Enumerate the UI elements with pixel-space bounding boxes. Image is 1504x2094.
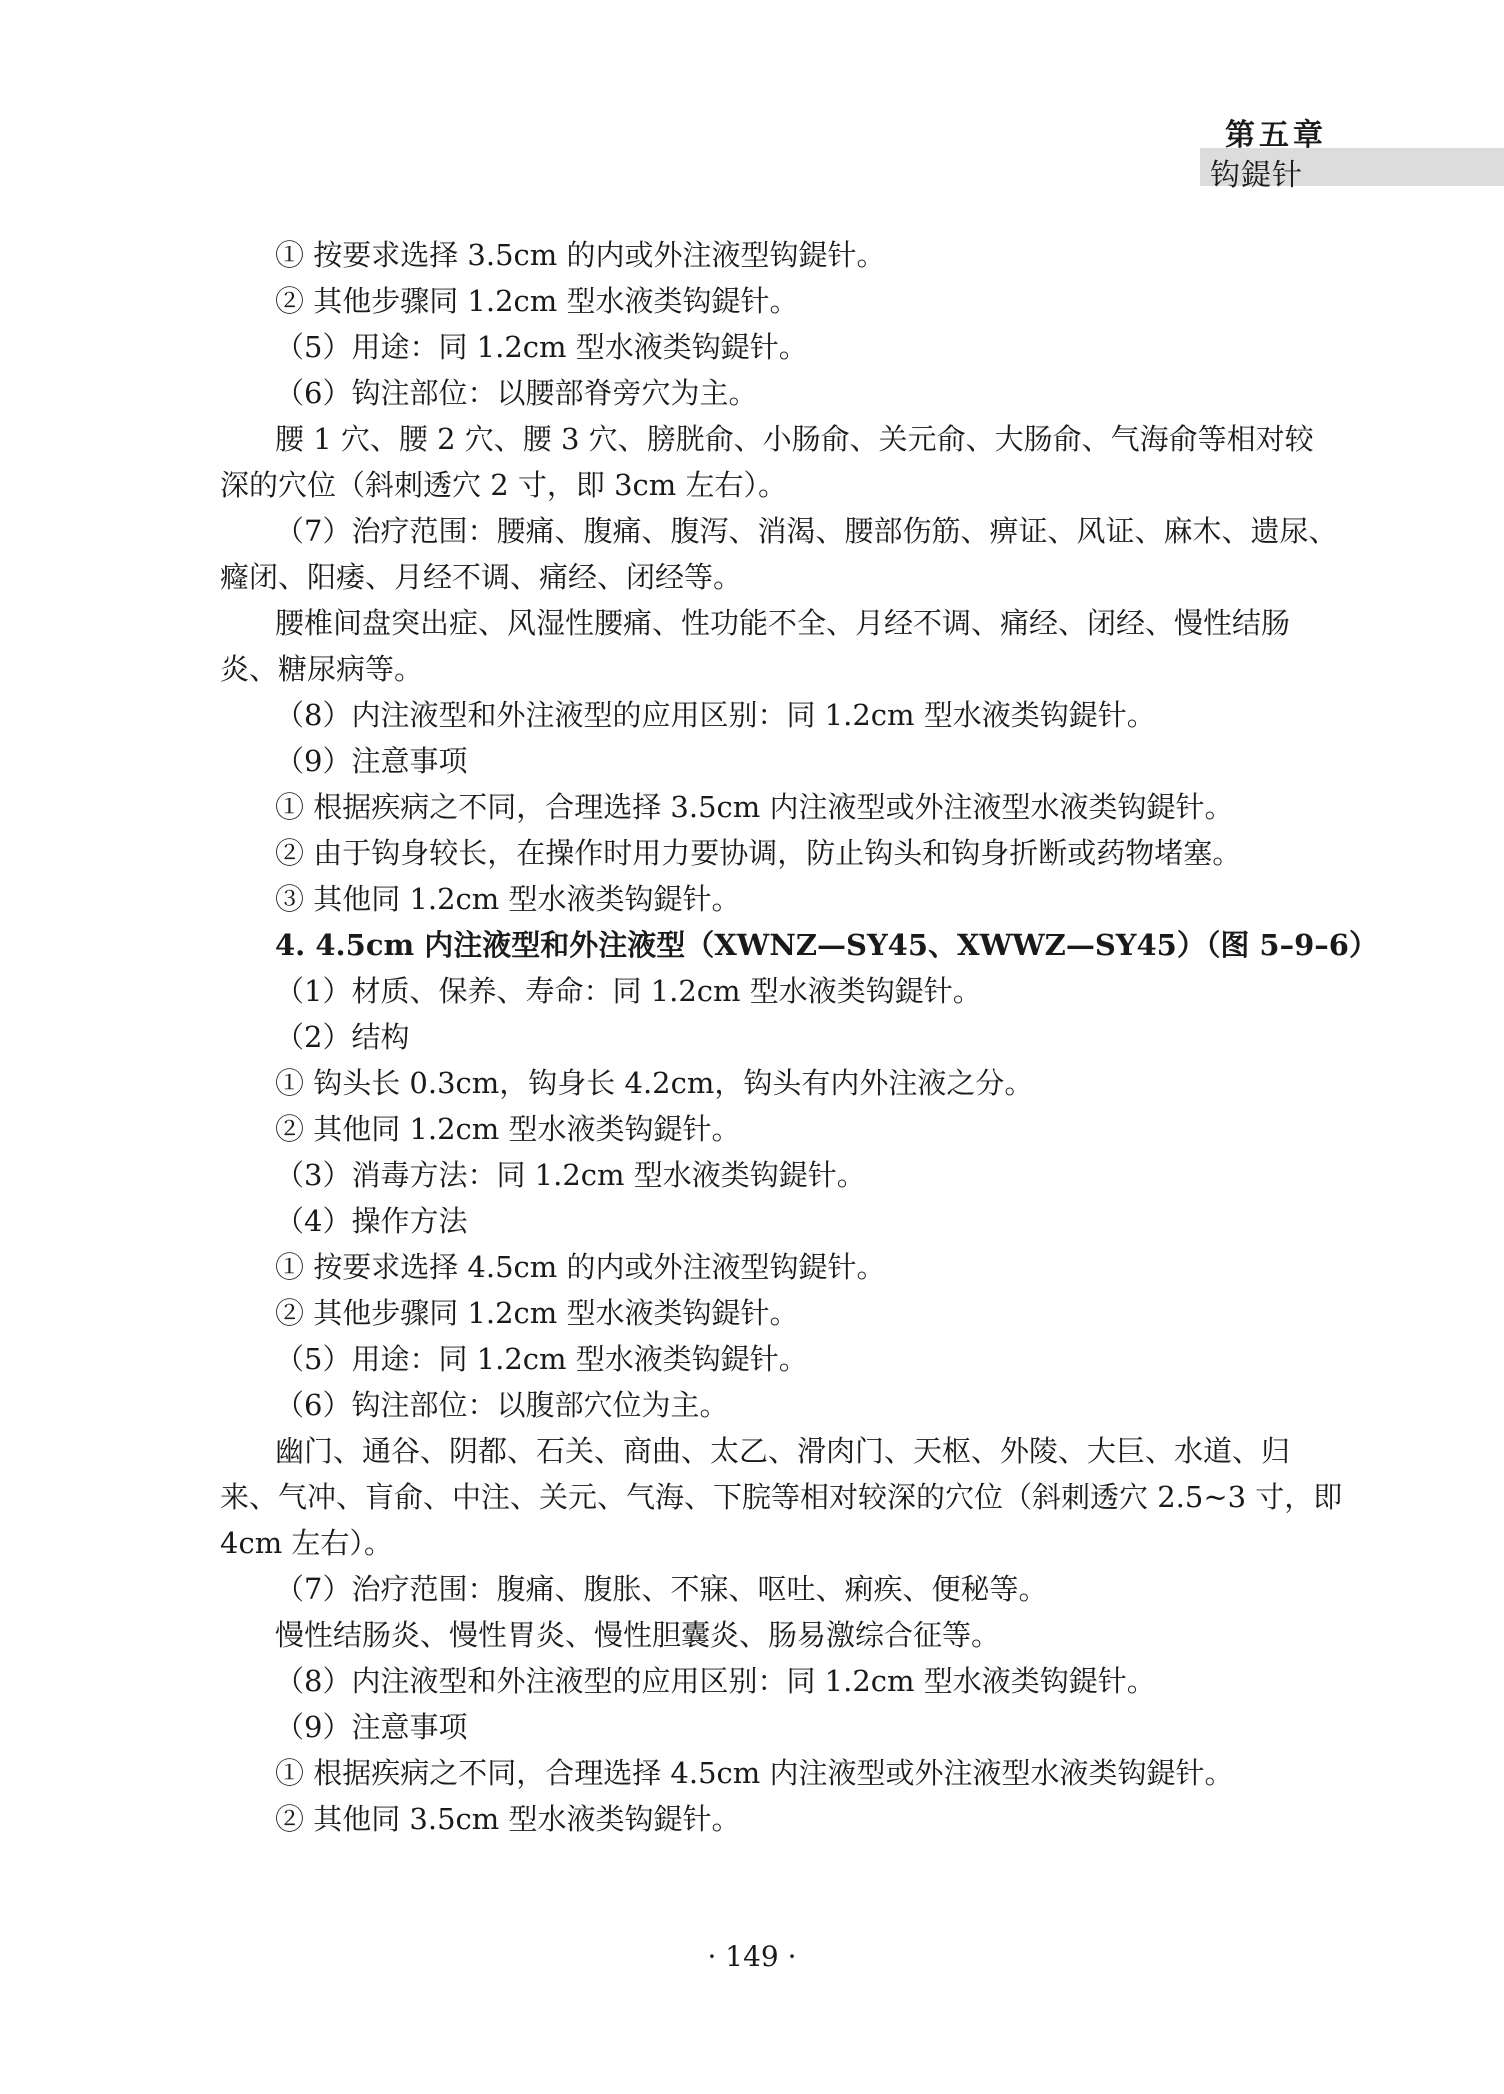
text-line: 4cm 左右）。	[220, 1526, 393, 1560]
text-line: 来、气冲、肓俞、中注、关元、气海、下脘等相对较深的穴位（斜刺透穴 2.5~3 寸，即	[220, 1480, 1343, 1514]
text-line: 深的穴位（斜刺透穴 2 寸，即 3cm 左右）。	[220, 468, 788, 502]
text-line: ② 其他步骤同 1.2cm 型水液类钩鍉针。	[275, 1296, 799, 1330]
text-line: （7）治疗范围：腰痛、腹痛、腹泻、消渴、腰部伤筋、痹证、风证、麻木、遗尿、	[275, 514, 1338, 548]
text-line: （9）注意事项	[275, 1710, 468, 1744]
text-line: （2）结构	[275, 1020, 410, 1054]
text-line: （9）注意事项	[275, 744, 468, 778]
text-line: （6）钩注部位：以腰部脊旁穴为主。	[275, 376, 758, 410]
text-line: 幽门、通谷、阴都、石关、商曲、太乙、滑肉门、天枢、外陵、大巨、水道、归	[275, 1434, 1291, 1468]
text-line: （5）用途：同 1.2cm 型水液类钩鍉针。	[275, 1342, 808, 1376]
text-line: ① 钩头长 0.3cm，钩身长 4.2cm，钩头有内外注液之分。	[275, 1066, 1034, 1100]
text-line: 腰椎间盘突出症、风湿性腰痛、性功能不全、月经不调、痛经、闭经、慢性结肠	[275, 606, 1291, 640]
text-line: （5）用途：同 1.2cm 型水液类钩鍉针。	[275, 330, 808, 364]
text-line: ② 其他步骤同 1.2cm 型水液类钩鍉针。	[275, 284, 799, 318]
text-line: ② 由于钩身较长，在操作时用力要协调，防止钩头和钩身折断或药物堵塞。	[275, 836, 1242, 870]
text-line: 腰 1 穴、腰 2 穴、腰 3 穴、膀胱俞、小肠俞、关元俞、大肠俞、气海俞等相对较	[275, 422, 1314, 456]
text-line: （3）消毒方法：同 1.2cm 型水液类钩鍉针。	[275, 1158, 866, 1192]
text-line: （4）操作方法	[275, 1204, 468, 1238]
text-line: （7）治疗范围：腹痛、腹胀、不寐、呕吐、痢疾、便秘等。	[275, 1572, 1048, 1606]
text-line: ② 其他同 1.2cm 型水液类钩鍉针。	[275, 1112, 741, 1146]
text-line: 炎、糖尿病等。	[220, 652, 424, 686]
chapter-title: 钩鍉针	[1210, 158, 1303, 193]
text-line: 慢性结肠炎、慢性胃炎、慢性胆囊炎、肠易激综合征等。	[275, 1618, 1001, 1652]
text-line: ① 根据疾病之不同，合理选择 3.5cm 内注液型或外注液型水液类钩鍉针。	[275, 790, 1234, 824]
chapter-number: 第五章	[1225, 118, 1327, 153]
text-line: ① 按要求选择 4.5cm 的内或外注液型钩鍉针。	[275, 1250, 886, 1284]
body-text	[220, 232, 1378, 1842]
text-line: （1）材质、保养、寿命：同 1.2cm 型水液类钩鍉针。	[275, 974, 982, 1008]
text-line: ③ 其他同 1.2cm 型水液类钩鍉针。	[275, 882, 741, 916]
text-line: （6）钩注部位：以腹部穴位为主。	[275, 1388, 729, 1422]
text-line: ① 按要求选择 3.5cm 的内或外注液型钩鍉针。	[275, 238, 886, 272]
text-line: 癃闭、阳痿、月经不调、痛经、闭经等。	[220, 560, 743, 594]
text-line: ② 其他同 3.5cm 型水液类钩鍉针。	[275, 1802, 741, 1836]
text-line: ① 根据疾病之不同，合理选择 4.5cm 内注液型或外注液型水液类钩鍉针。	[275, 1756, 1234, 1790]
text-line: （8）内注液型和外注液型的应用区别：同 1.2cm 型水液类钩鍉针。	[275, 698, 1156, 732]
section-heading: 4. 4.5cm 内注液型和外注液型（XWNZ—SY45、XWWZ—SY45）（图 5–9–6）	[275, 928, 1378, 962]
page-number: · 149 ·	[707, 1940, 797, 1973]
text-line: （8）内注液型和外注液型的应用区别：同 1.2cm 型水液类钩鍉针。	[275, 1664, 1156, 1698]
